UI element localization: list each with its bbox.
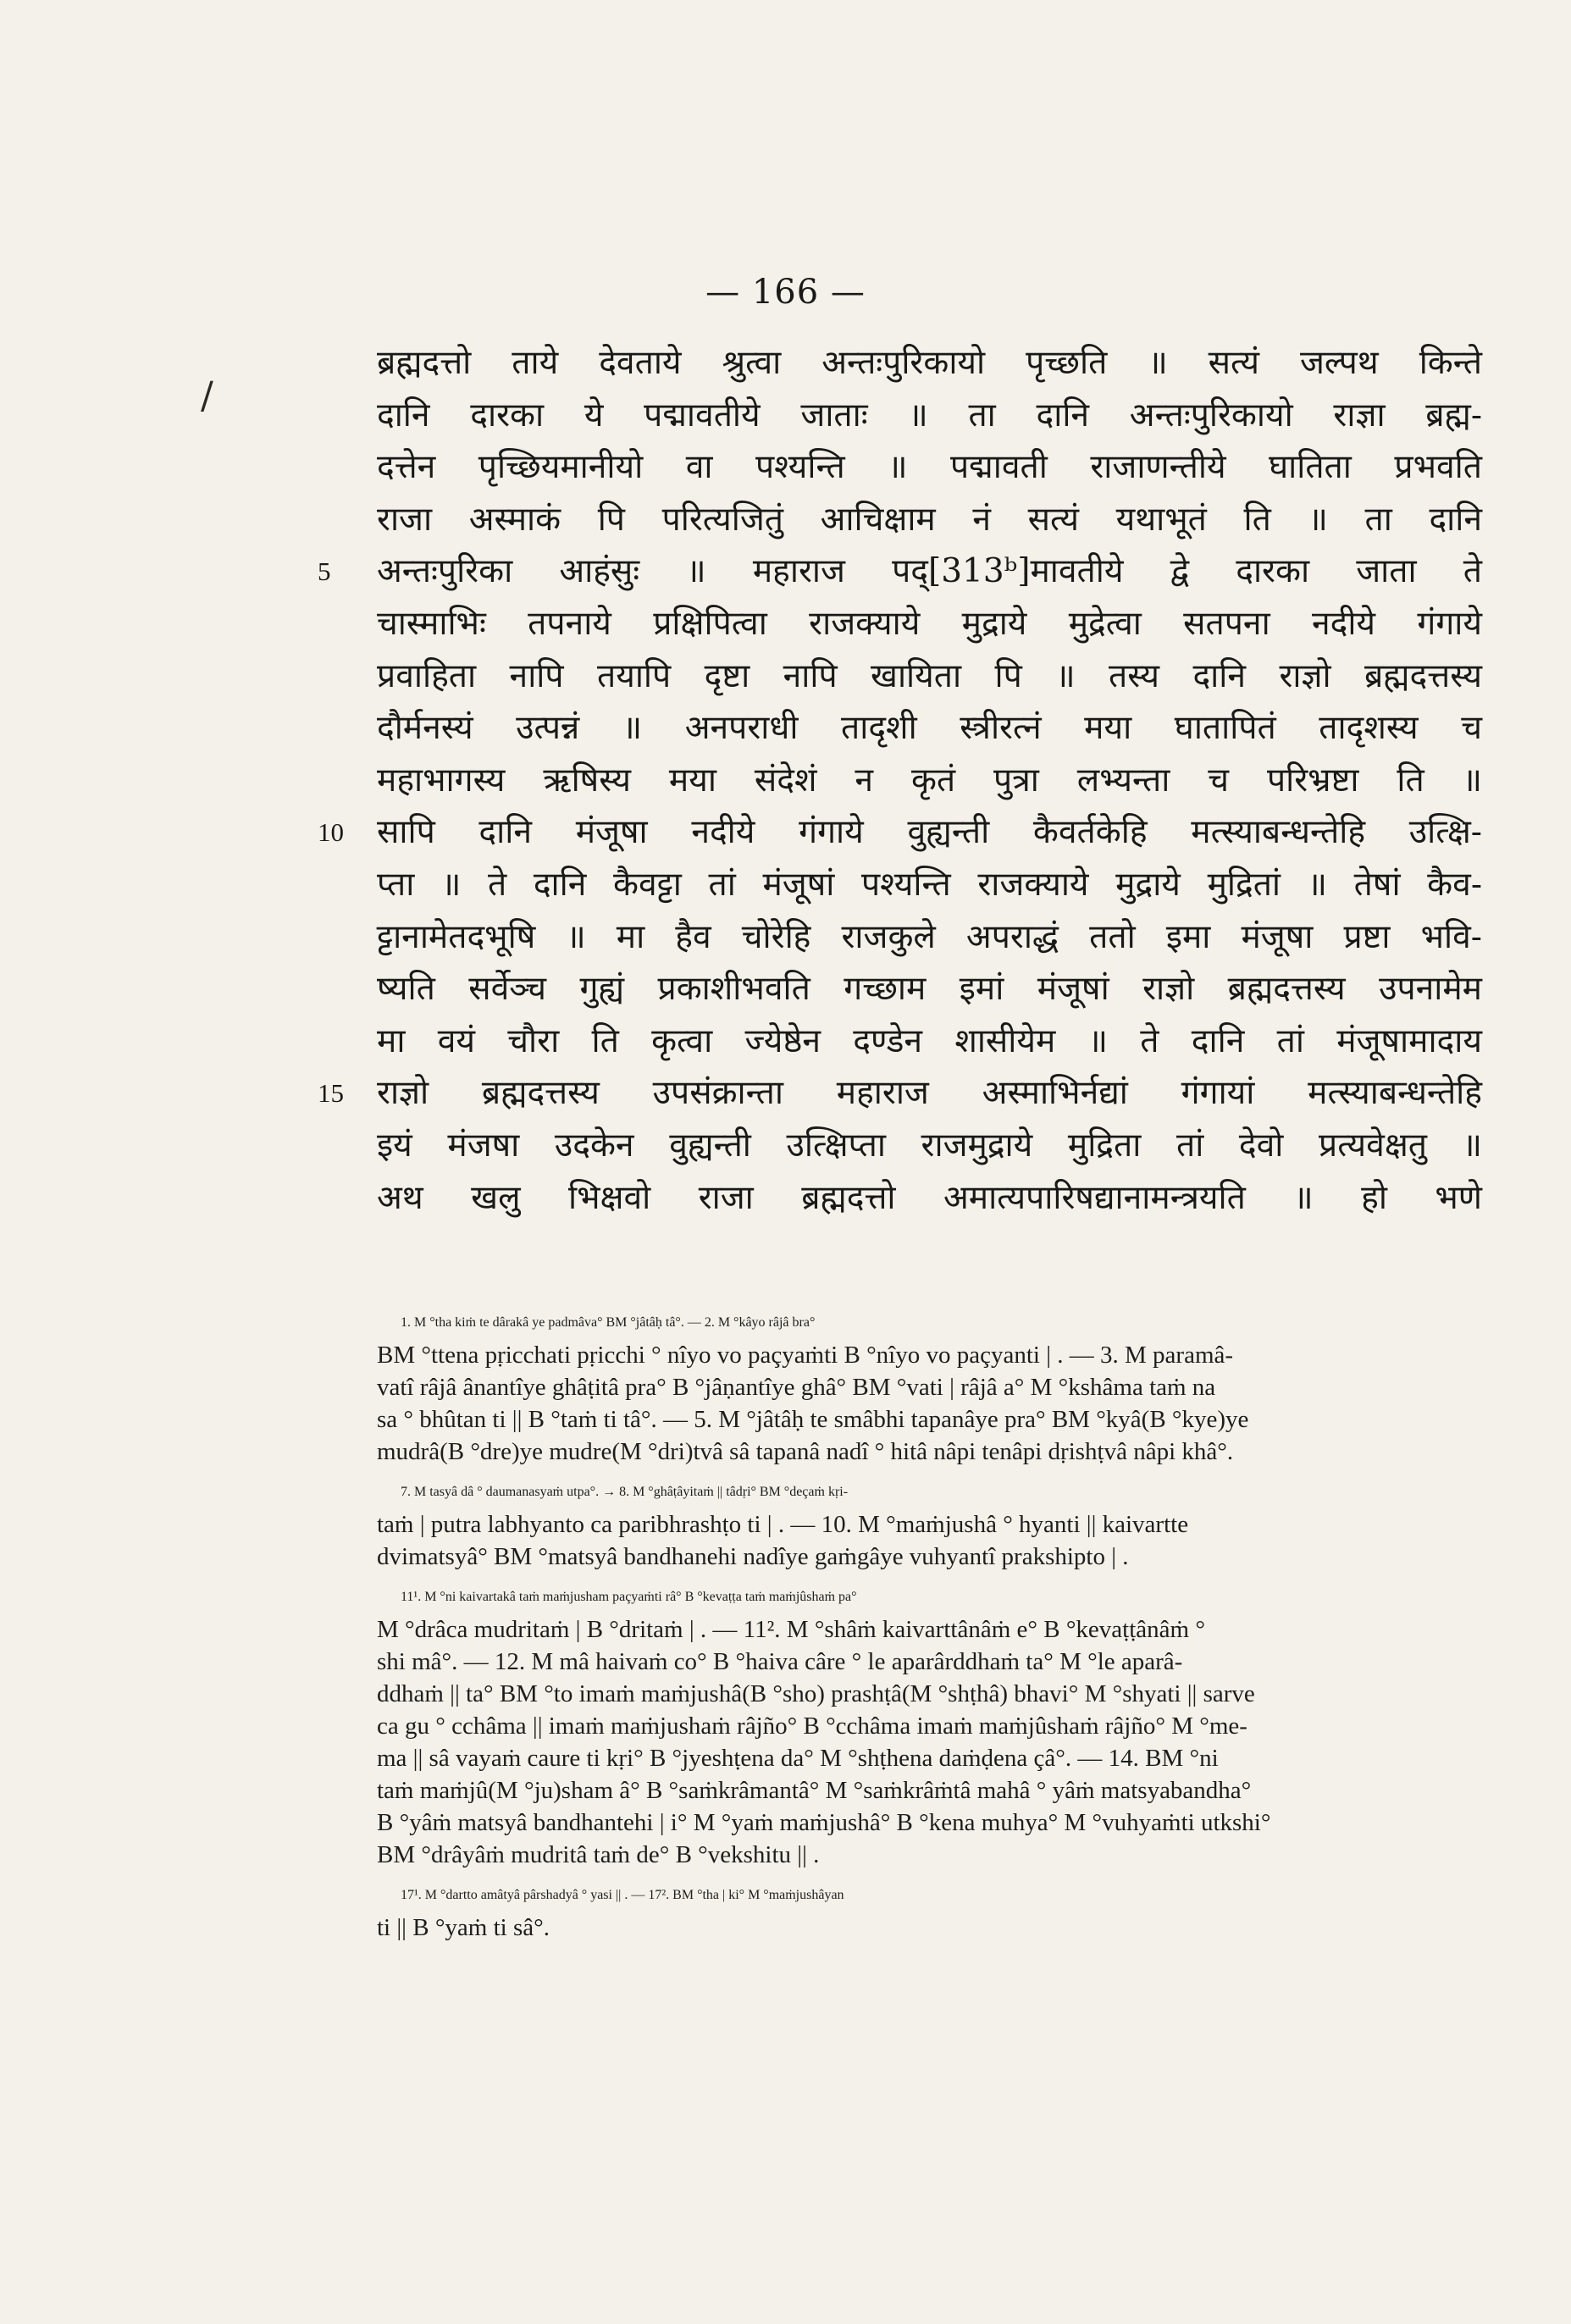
- footnote-paragraph: [377, 1879, 1482, 1944]
- text-line: [377, 598, 1482, 650]
- text-line: [318, 1067, 1482, 1120]
- line-text: अन्तःपुरिका आहंसुः ॥ महाराज पद्[313ᵇ]मावतीये द्वे दारका जाता ते: [377, 552, 1482, 591]
- text-line: [377, 702, 1482, 755]
- text-line: [377, 859, 1482, 911]
- footnote-line: BM °ttena pṛicchati pṛicchi ° nîyo vo paçyaṁti B °nîyo vo paçyanti | . — 3. M paramâ-: [377, 1342, 1234, 1369]
- footnote-line: shi mâ°. — 12. M mâ haivaṁ co° B °haiva câre ° le aparârddhaṁ ta° M °le aparâ-: [377, 1648, 1183, 1675]
- footnote-line: BM °drâyâṁ mudritâ taṁ de° B °vekshitu || .: [377, 1841, 820, 1868]
- line-number: 10: [318, 817, 344, 848]
- footnote-paragraph: [377, 1307, 1482, 1468]
- line-text: प्रवाहिता नापि तयापि दृष्टा नापि खायिता पि ॥ तस्य दानि राज्ञो ब्रह्मदत्तस्य: [377, 656, 1482, 695]
- text-line: [377, 337, 1482, 390]
- text-line: [377, 390, 1482, 442]
- line-text: दौर्मनस्यं उत्पन्नं ॥ अनपराधी तादृशी स्त्रीरत्नं मया घातापितं तादृशस्य च: [377, 709, 1482, 748]
- line-text: सापि दानि मंजूषा नदीये गंगाये वुह्यन्ती कैवर्तकेहि मत्स्याबन्धन्तेहि उत्क्षि-: [377, 813, 1482, 852]
- text-line: [377, 911, 1482, 964]
- text-line: [377, 1120, 1482, 1172]
- margin-mark: /: [201, 374, 213, 418]
- page-number: — 166 —: [705, 273, 866, 312]
- footnote-line: 17¹. M °dartto amâtyâ pârshadyâ ° yasi || . — 17². BM °tha | ki° M °maṁjushâyan: [401, 1888, 844, 1902]
- footnote-paragraph: [377, 1476, 1482, 1573]
- footnote-line: 11¹. M °ni kaivartakâ taṁ maṁjusham paçyaṁti râ° B °kevaṭṭa taṁ maṁjûshaṁ pa°: [401, 1590, 857, 1604]
- line-text: राजा अस्माकं पि परित्यजितुं आचिक्षाम नं सत्यं यथाभूतं ति ॥ ता दानि: [377, 500, 1482, 539]
- line-text: महाभागस्य ऋषिस्य मया संदेशं न कृतं पुत्रा लभ्यन्ता च परिभ्रष्टा ति ॥: [377, 761, 1482, 800]
- line-text: दानि दारका ये पद्मावतीये जाताः ॥ ता दानि अन्तःपुरिकायो राज्ञा ब्रह्म-: [377, 396, 1482, 434]
- text-line: [318, 545, 1482, 598]
- line-text: अथ खलु भिक्षवो राजा ब्रह्मदत्तो अमात्यपारिषद्यानामन्त्रयति ॥ हो भणे: [377, 1178, 1482, 1217]
- line-text: इयं मंजषा उदकेन वुह्यन्ती उत्क्षिप्ता राजमुद्राये मुद्रिता तां देवो प्रत्यवेक्षतु ॥: [377, 1126, 1482, 1165]
- footnote-line: taṁ | putra labhyanto ca paribhrashṭo ti | . — 10. M °maṁjushâ ° hyanti || kaivartte: [377, 1511, 1189, 1538]
- footnote-line: ca gu ° cchâma || imaṁ maṁjushaṁ râjño° B °cchâma imaṁ maṁjûshaṁ râjño° M °me-: [377, 1713, 1247, 1740]
- line-text: राज्ञो ब्रह्मदत्तस्य उपसंक्रान्ता महाराज अस्माभिर्नद्यां गंगायां मत्स्याबन्धन्तेहि: [377, 1074, 1482, 1113]
- line-number: 15: [318, 1078, 344, 1109]
- line-text: दत्तेन पृच्छियमानीयो वा पश्यन्ति ॥ पद्मावती राजाणन्तीये घातिता प्रभवति: [377, 448, 1482, 487]
- line-text: चास्माभिः तपनाये प्रक्षिपित्वा राजक्याये मुद्राये मुद्रेत्वा सतपना नदीये गंगाये: [377, 604, 1482, 643]
- footnotes: [377, 1307, 1482, 1952]
- text-line: [377, 441, 1482, 494]
- footnote-line: M °drâca mudritaṁ | B °dritaṁ | . — 11². M °shâṁ kaivarttânâṁ e° B °kevaṭṭânâṁ °: [377, 1616, 1205, 1643]
- footnote-line: vatî râjâ ânantîye ghâṭitâ pra° B °jâṇantîye ghâ° BM °vati | râjâ a° M °kshâma taṁ na: [377, 1374, 1216, 1401]
- line-text: ष्यति सर्वेञ्च गुह्यं प्रकाशीभवति गच्छाम इमां मंजूषां राज्ञो ब्रह्मदत्तस्य उपनामेम: [377, 970, 1482, 1009]
- line-text: ट्टानामेतदभूषि ॥ मा हैव चोरेहि राजकुले अपराद्धं ततो इमा मंजूषा प्रष्टा भवि-: [377, 917, 1482, 956]
- footnote-paragraph: [377, 1581, 1482, 1871]
- line-text: ब्रह्मदत्तो ताये देवताये श्रुत्वा अन्तःपुरिकायो पृच्छति ॥ सत्यं जल्पथ किन्ते: [377, 344, 1482, 382]
- main-text: [318, 337, 1482, 1224]
- line-text: मा वयं चौरा ति कृत्वा ज्येष्ठेन दण्डेन शासीयेम ॥ ते दानि तां मंजूषामादाय: [377, 1021, 1482, 1060]
- footnote-line: 7. M tasyâ dâ ° daumanasyaṁ utpa°. → 8. M °ghâṭâyitaṁ || tâdṛi° BM °deçaṁ kṛi-: [401, 1485, 849, 1499]
- text-line: [318, 806, 1482, 859]
- text-line: [377, 494, 1482, 546]
- footnote-line: ddhaṁ || ta° BM °to imaṁ maṁjushâ(B °sho) prashṭâ(M °shṭhâ) bhavi° M °shyati || sarve: [377, 1680, 1255, 1707]
- footnote-line: ma || sâ vayaṁ caure ti kṛi° B °jyeshṭena da° M °shṭhena daṁḍena çâ°. — 14. BM °ni: [377, 1745, 1219, 1772]
- footnote-line: mudrâ(B °dre)ye mudre(M °dri)tvâ sâ tapanâ nadî ° hitâ nâpi tenâpi dṛishṭvâ nâpi khâ°.: [377, 1438, 1234, 1465]
- text-line: [377, 1015, 1482, 1068]
- line-text: प्ता ॥ ते दानि कैवट्टा तां मंजूषां पश्यन्ति राजक्याये मुद्राये मुद्रितां ॥ तेषां कैव-: [377, 865, 1482, 904]
- footnote-line: 1. M °tha kiṁ te dârakâ ye padmâva° BM °jâtâḥ tâ°. — 2. M °kâyo râjâ bra°: [401, 1315, 816, 1330]
- footnote-line: ti || B °yaṁ ti sâ°.: [377, 1914, 550, 1941]
- text-line: [377, 1172, 1482, 1225]
- line-number: 5: [318, 556, 331, 587]
- footnote-line: taṁ maṁjû(M °ju)sham â° B °saṁkrâmantâ° M °saṁkrâṁtâ mahâ ° yâṁ matsyabandha°: [377, 1777, 1252, 1804]
- text-line: [377, 650, 1482, 703]
- footnote-line: sa ° bhûtan ti || B °taṁ ti tâ°. — 5. M °jâtâḥ te smâbhi tapanâye pra° BM °kyâ(B °kye)ye: [377, 1406, 1249, 1433]
- text-line: [377, 963, 1482, 1015]
- footnote-line: B °yâṁ matsyâ bandhantehi | i° M °yaṁ maṁjushâ° B °kena muhya° M °vuhyaṁti utkshi°: [377, 1809, 1271, 1836]
- text-line: [377, 755, 1482, 807]
- footnote-line: dvimatsyâ° BM °matsyâ bandhanehi nadîye gaṁgâye vuhyantî prakshipto | .: [377, 1543, 1129, 1570]
